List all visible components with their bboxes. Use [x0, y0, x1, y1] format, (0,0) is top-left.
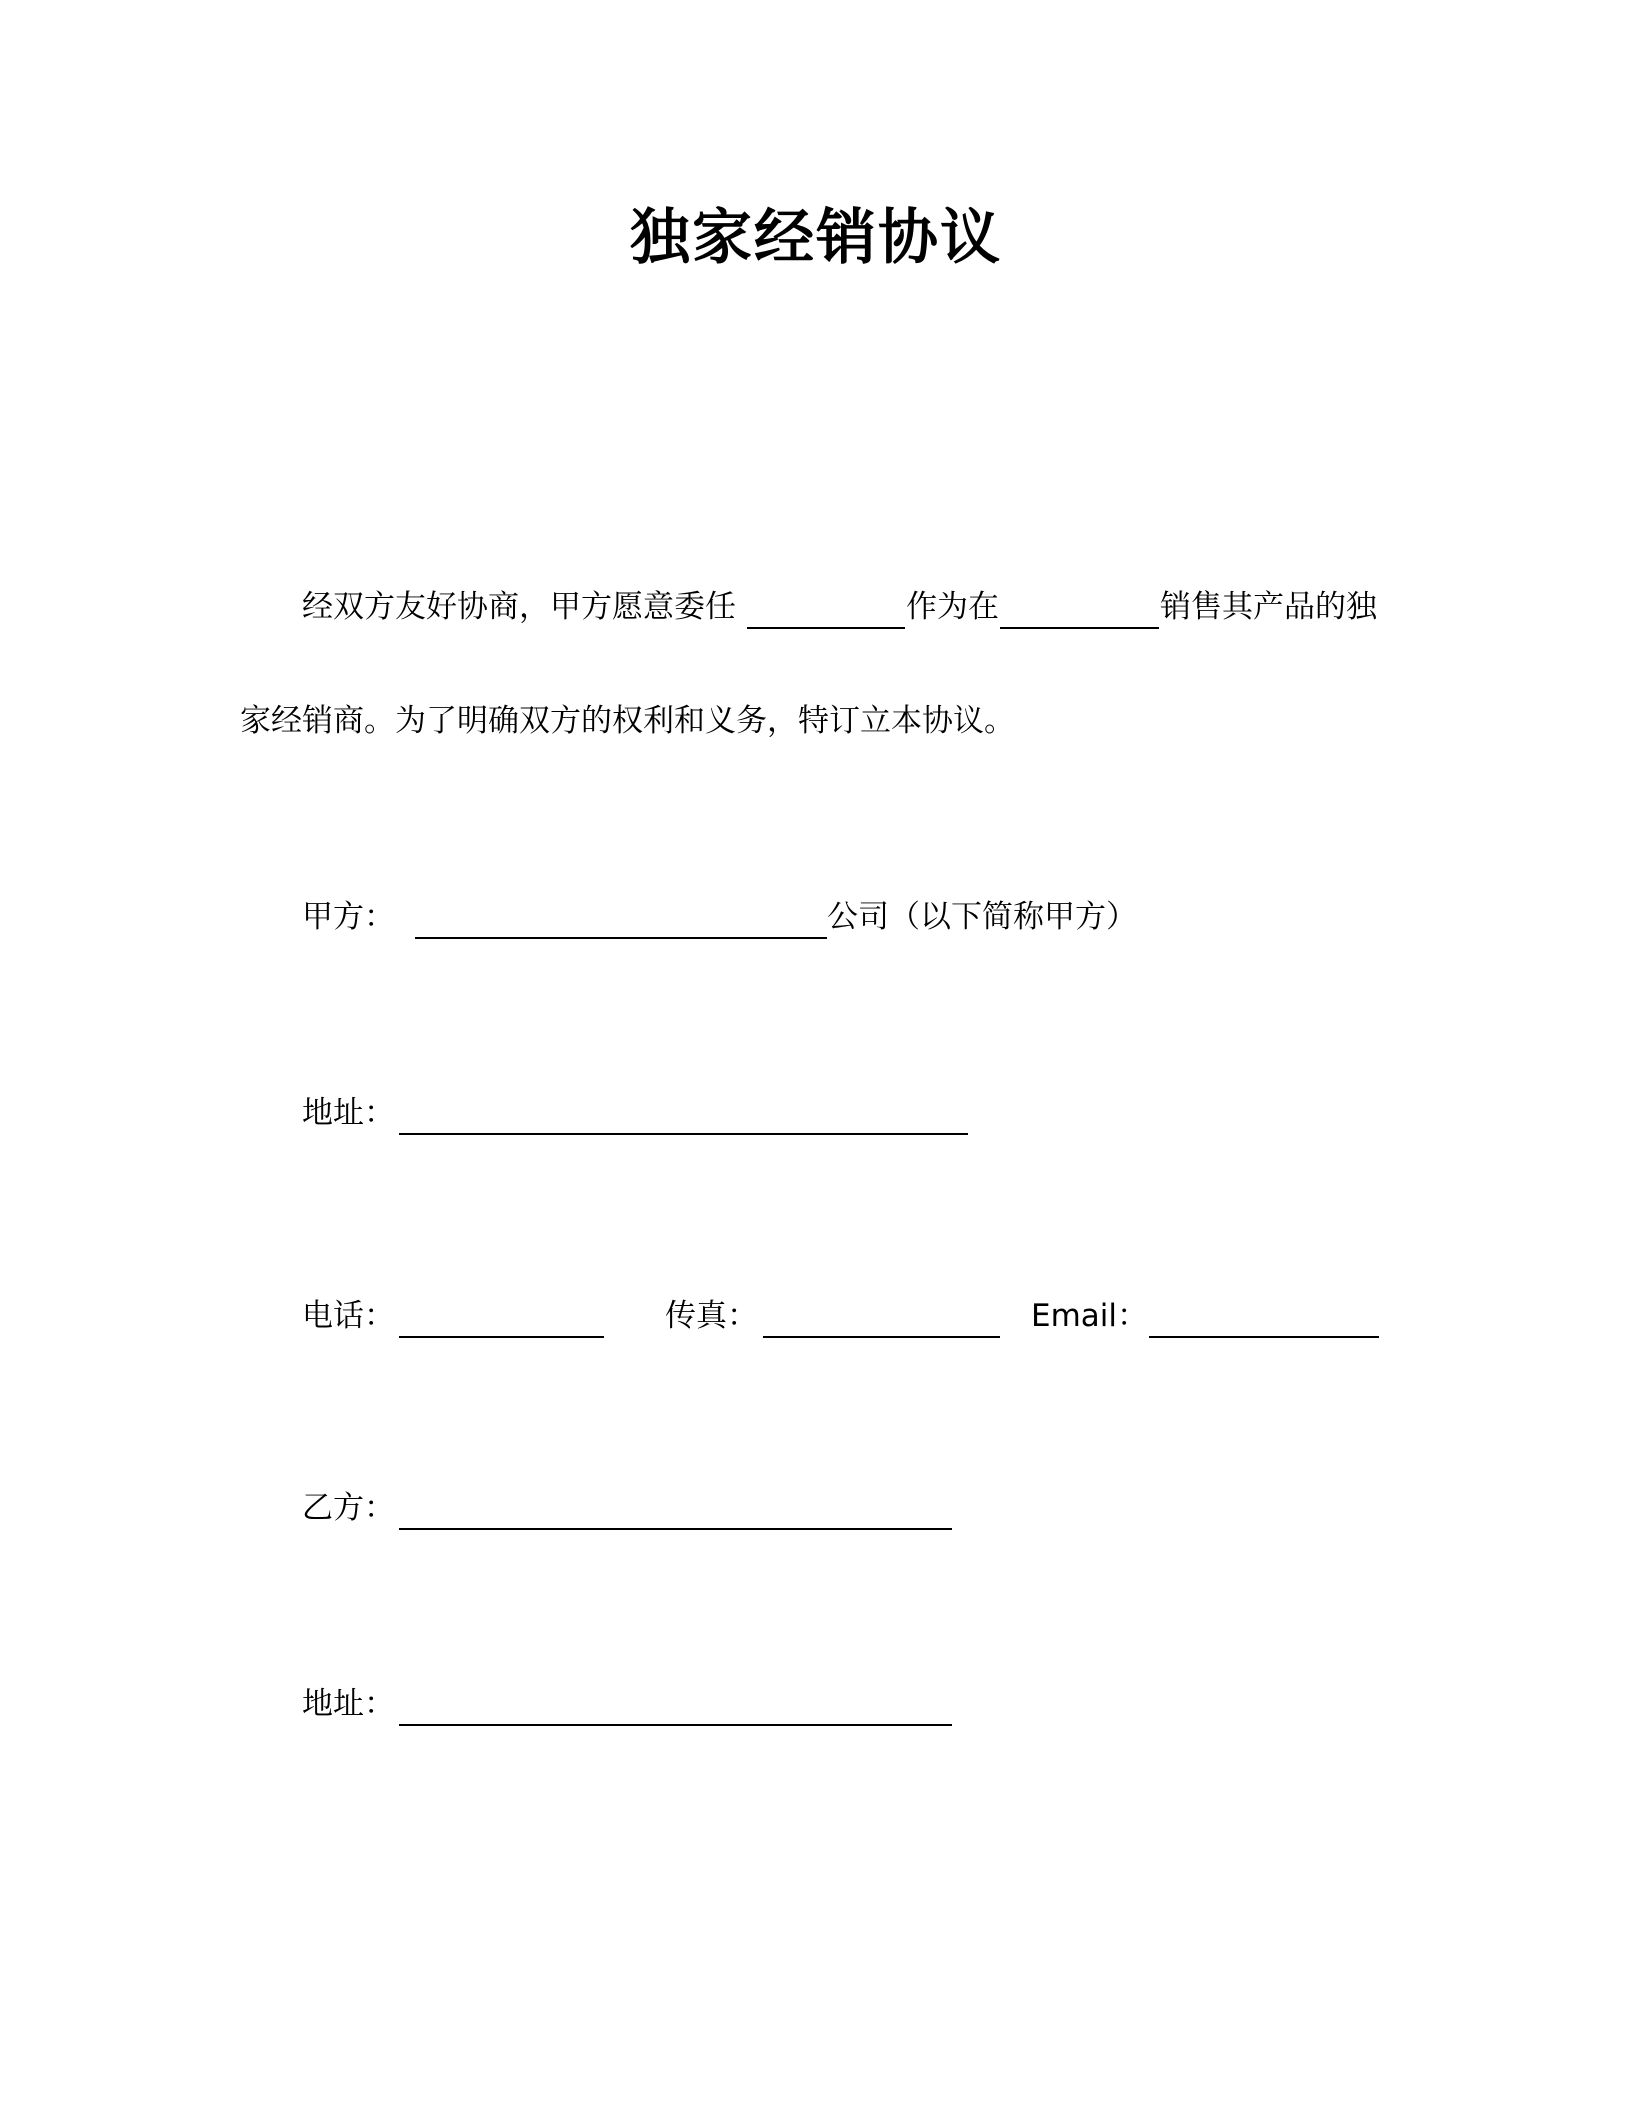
- fax-blank[interactable]: [763, 1336, 1000, 1338]
- party-a-name-blank[interactable]: [415, 937, 827, 939]
- party-a-suffix: 公司（以下简称甲方）: [827, 899, 1137, 935]
- intro-part1: 经双方友好协商，甲方愿意委任: [302, 589, 736, 625]
- phone-label: 电话：: [302, 1298, 395, 1334]
- intro-part2: 作为在: [906, 589, 999, 625]
- party-a-label: 甲方：: [302, 899, 395, 935]
- party-a-address-label: 地址：: [302, 1095, 395, 1131]
- fax-label: 传真：: [665, 1298, 758, 1334]
- intro-part3: 销售其产品的独: [1160, 589, 1377, 625]
- document-title: 独家经销协议: [630, 203, 1002, 273]
- phone-blank[interactable]: [399, 1336, 604, 1338]
- party-b-name-blank[interactable]: [399, 1528, 952, 1530]
- party-a-address-blank[interactable]: [399, 1133, 968, 1135]
- email-label: Email：: [1031, 1298, 1149, 1334]
- intro-line2: 家经销商。为了明确双方的权利和义务，特订立本协议。: [240, 703, 1015, 739]
- email-blank[interactable]: [1149, 1336, 1379, 1338]
- party-b-address-blank[interactable]: [399, 1724, 952, 1726]
- party-b-address-label: 地址：: [302, 1686, 395, 1722]
- appointee-blank[interactable]: [747, 627, 905, 629]
- party-b-label: 乙方：: [302, 1490, 395, 1526]
- territory-blank[interactable]: [1000, 627, 1159, 629]
